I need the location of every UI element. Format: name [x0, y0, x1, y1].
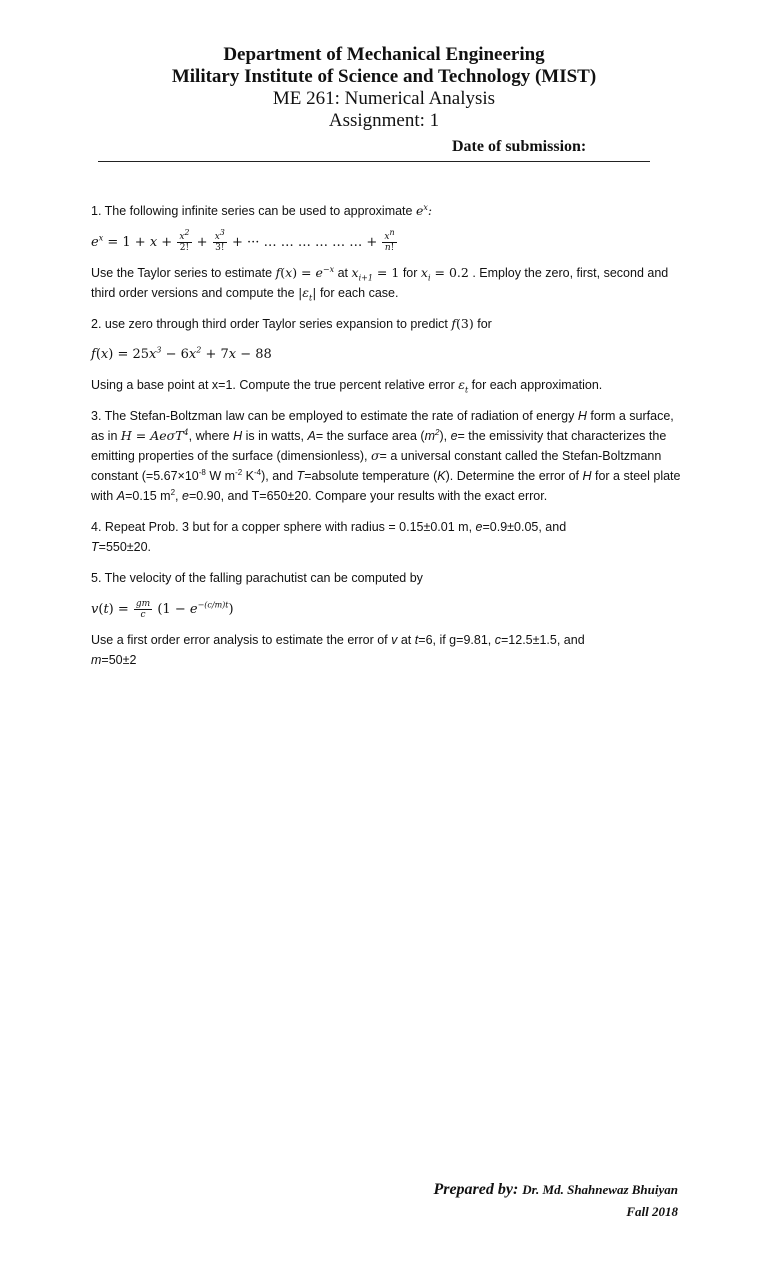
term-label: Fall 2018	[626, 1204, 678, 1219]
problem-2-task: Using a base point at x=1. Compute the true percent relative error $\varepsilon_t$ for each approximation.	[91, 377, 603, 395]
problem-1-task: Use the Taylor series to estimate $f(x) = e^{-x}$ at $x_{i+1} = 1$ for $x_i = 0.2$ . Employ the zero, first, second and third order versions and compute the $|\varepsilon_t|$ for each case.	[91, 264, 669, 303]
problem-2-intro: 2. use zero through third order Taylor series expansion to predict f(3) for	[91, 316, 492, 331]
problem-3-text: 3. The Stefan-Boltzman law can be employed to estimate the rate of radiation of energy H form a surface, as in H = AeσT$^4$, where H is in watts, A= the surface area $(m^2)$, e= the emissivity that characterizes the emitting properties of the surface (dimensionless), σ= a universal constant called the Stefan-Boltzmann constant ($=5.67\times 10^{-8}$ W $m^{-2}$ $K^{-4}$), and T=absolute temperature (K). Determine the error of H for a steel plate with A=0.15 $m^2$, e=0.90, and T=650±20. Compare your results with the exact error.	[91, 409, 681, 503]
problem-5-intro: 5. The velocity of the falling parachutist can be computed by	[91, 571, 423, 585]
course-title: ME 261: Numerical Analysis	[272, 88, 496, 109]
document-header	[0, 44, 768, 132]
department-title: Department of Mechanical Engineering	[223, 44, 545, 65]
problem-1-series-equation: $e^x = 1 + x$ + $\frac{x^2}{2!}$ + $\frac{x^3}{3!}$ + ··· … … … … … … + $\frac{x^n}{n!}$	[91, 228, 395, 253]
assignment-body	[91, 201, 681, 681]
prepared-by-label: Prepared by:	[433, 1181, 519, 1198]
assignment-title: Assignment: 1	[328, 110, 440, 131]
prepared-by	[433, 1181, 678, 1199]
problem-5-velocity-equation: v(t) = $\frac{gm}{c}$ $(1 - e^{-(c/m)t})$	[91, 599, 234, 620]
institute-title: Military Institute of Science and Technology (MIST)	[171, 66, 597, 87]
problem-4-text: 4. Repeat Prob. 3 but for a copper sphere with radius = 0.15±0.01 m, e=0.9±0.05, and T=550±20.	[91, 520, 567, 554]
problem-5-task: Use a first order error analysis to estimate the error of v at t=6, if g=9.81, c=12.5±1.5, and m=50±2	[91, 633, 585, 667]
problem-1-intro: 1. The following infinite series can be used to approximate $e^x$:	[91, 202, 433, 218]
submission-date-label: Date of submission:	[452, 138, 587, 155]
header-divider	[98, 161, 650, 162]
problem-2-polynomial: $f(x) = 25x^3 - 6x^2 + 7x - 88$	[91, 345, 272, 362]
author-name: Dr. Md. Shahnewaz Bhuiyan	[522, 1182, 678, 1197]
problem-1-ex: $e^x$:	[415, 202, 433, 218]
